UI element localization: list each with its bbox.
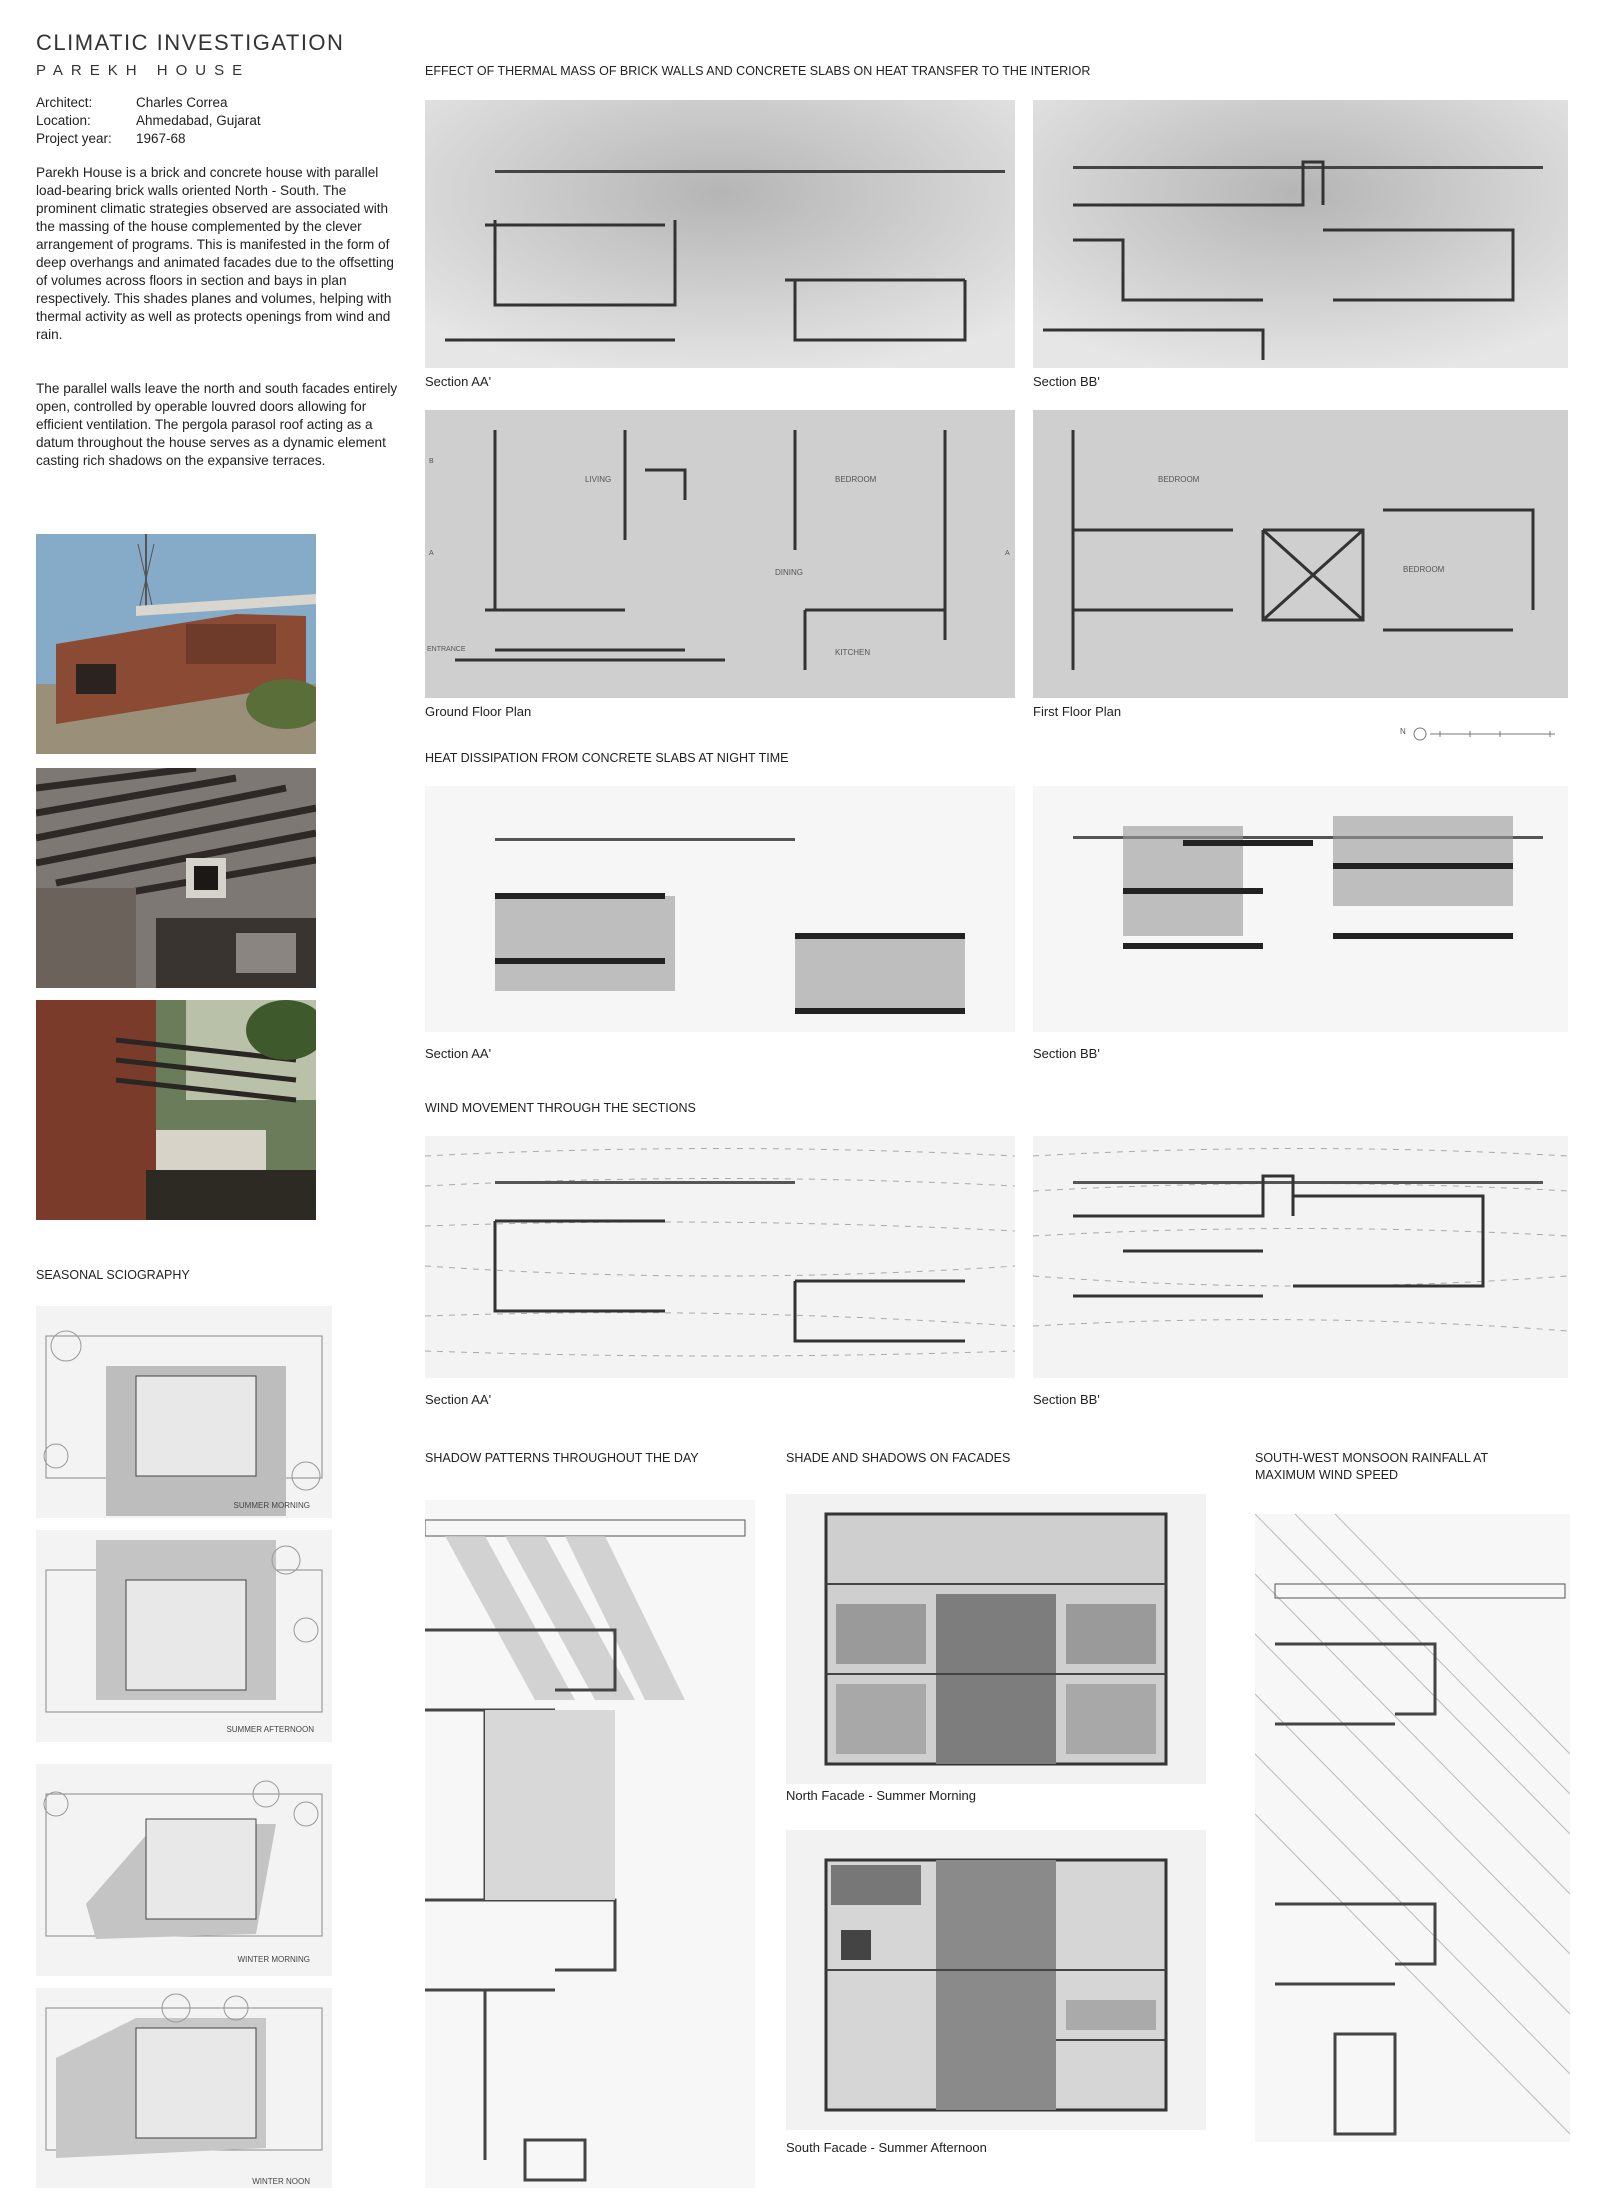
heat-section-bb	[1033, 786, 1568, 1032]
compass-icon	[1400, 726, 1560, 742]
plan-label-dining: DINING	[775, 568, 803, 577]
thermal-section-aa	[425, 100, 1015, 368]
north-scale-bar	[1400, 726, 1560, 742]
north-label: N	[1400, 727, 1406, 736]
caption-heat-bb: Section BB'	[1033, 1046, 1100, 1061]
caption-heat-aa: Section AA'	[425, 1046, 492, 1061]
meta-label: Project year:	[36, 131, 112, 146]
sciography-label: WINTER MORNING	[237, 1955, 310, 1964]
caption-thermal-bb: Section BB'	[1033, 374, 1100, 389]
project-meta	[36, 94, 261, 148]
caption-first-floor: First Floor Plan	[1033, 704, 1122, 719]
north-facade-drawing	[786, 1494, 1206, 1784]
monsoon-drawing	[1255, 1514, 1570, 2142]
page-title: CLIMATIC INVESTIGATION	[36, 30, 345, 55]
shadow-patterns-drawing	[425, 1500, 755, 2188]
meta-row-architect	[36, 94, 261, 112]
plan-label-bedroom: BEDROOM	[835, 475, 877, 484]
ground-floor-plan	[425, 410, 1015, 698]
sciography-label: SUMMER MORNING	[233, 1501, 310, 1510]
page-subtitle: PAREKH HOUSE	[36, 62, 251, 79]
sciography-heading: SEASONAL SCIOGRAPHY	[36, 1268, 190, 1282]
description-paragraph-1: Parekh House is a brick and concrete house with parallel load-bearing brick walls oriented North - South. The prominent climatic strategies observed are associated with the massing of the house complemented by the clever arrangement of programs. This is manifested in the form of deep overhangs and animated facades due to the offsetting of volumes across floors in section and bays in plan respectively. This shades planes and volumes, helping with thermal activity as well as protects openings from wind and rain.	[36, 165, 394, 342]
plan-label-bedroom-2: BEDROOM	[1403, 565, 1445, 574]
pergola-photo	[36, 768, 316, 988]
wind-heading: WIND MOVEMENT THROUGH THE SECTIONS	[425, 1101, 696, 1115]
south-facade-drawing	[786, 1830, 1206, 2130]
shadow-patterns-heading: SHADOW PATTERNS THROUGHOUT THE DAY	[425, 1451, 699, 1465]
heat-dissipation-heading: HEAT DISSIPATION FROM CONCRETE SLABS AT NIGHT TIME	[425, 751, 789, 765]
monsoon-heading-line-1: SOUTH-WEST MONSOON RAINFALL AT	[1255, 1451, 1489, 1465]
courtyard-photo	[36, 1000, 316, 1220]
meta-row-location	[36, 112, 261, 130]
meta-value: 1967-68	[136, 131, 186, 146]
meta-value: Charles Correa	[136, 95, 228, 110]
wind-section-bb	[1033, 1136, 1568, 1378]
exterior-photo	[36, 534, 316, 754]
meta-label: Architect:	[36, 95, 93, 110]
caption-north-facade: North Facade - Summer Morning	[786, 1788, 977, 1803]
sciography-label: SUMMER AFTERNOON	[226, 1725, 314, 1734]
sciography-summer-morning	[36, 1306, 332, 1518]
plan-label-kitchen: KITCHEN	[835, 648, 871, 657]
meta-label: Location:	[36, 113, 91, 128]
caption-wind-bb: Section BB'	[1033, 1392, 1100, 1407]
thermal-mass-heading: EFFECT OF THERMAL MASS OF BRICK WALLS AND CONCRETE SLABS ON HEAT TRANSFER TO THE INTERIOR	[425, 64, 1091, 78]
caption-wind-aa: Section AA'	[425, 1392, 492, 1407]
description-paragraph-2: The parallel walls leave the north and south facades entirely open, controlled by operable louvred doors allowing for efficient ventilation. The pergola parasol roof acting as a datum throughout the house serves as a dynamic element casting rich shadows on the expansive terraces.	[36, 381, 398, 468]
caption-south-facade: South Facade - Summer Afternoon	[786, 2140, 987, 2155]
plan-label-bedroom-1: BEDROOM	[1158, 475, 1200, 484]
meta-value: Ahmedabad, Gujarat	[136, 113, 261, 128]
caption-ground-floor: Ground Floor Plan	[425, 704, 532, 719]
meta-row-year	[36, 130, 261, 148]
plan-label-entrance: ENTRANCE	[427, 646, 466, 653]
section-marker-a: A	[429, 550, 434, 557]
thermal-section-bb	[1033, 100, 1568, 368]
wind-section-aa	[425, 1136, 1015, 1378]
section-marker-b: B	[429, 458, 434, 465]
caption-thermal-aa: Section AA'	[425, 374, 492, 389]
sciography-label: WINTER NOON	[252, 2177, 310, 2186]
heat-section-aa	[425, 786, 1015, 1032]
sciography-summer-afternoon	[36, 1530, 332, 1742]
sciography-winter-morning	[36, 1764, 332, 1976]
section-marker-a-end: A	[1005, 550, 1010, 557]
plan-label-living: LIVING	[585, 475, 612, 484]
monsoon-heading-line-2: MAXIMUM WIND SPEED	[1255, 1468, 1399, 1482]
facades-heading: SHADE AND SHADOWS ON FACADES	[786, 1451, 1011, 1465]
first-floor-plan	[1033, 410, 1568, 698]
sciography-winter-noon	[36, 1988, 332, 2188]
